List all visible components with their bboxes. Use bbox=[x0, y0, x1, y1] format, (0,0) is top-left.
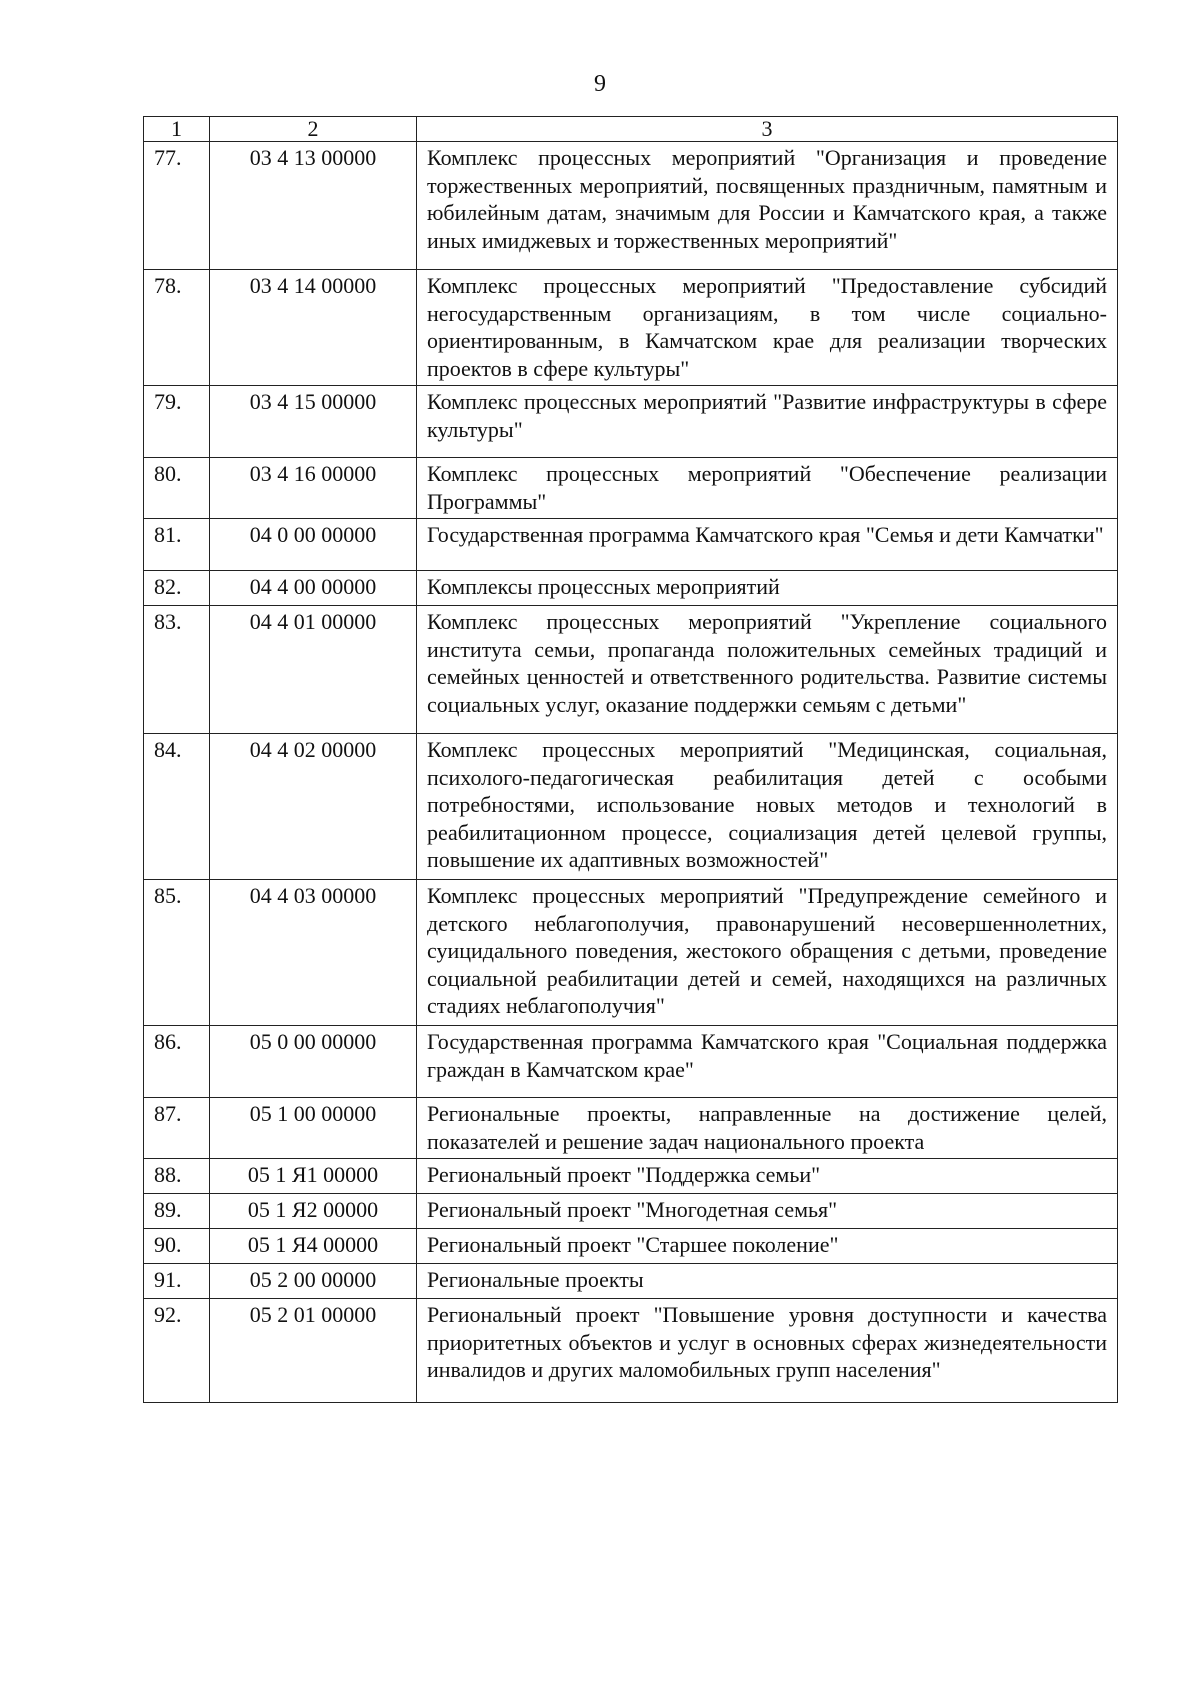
row-text: Комплексы процессных мероприятий bbox=[417, 571, 1118, 606]
row-code: 05 1 Я4 00000 bbox=[210, 1229, 417, 1264]
row-text: Комплекс процессных мероприятий "Организация и проведение торжественных мероприятий, посвященных праздничным, памятным и юбилейным датам, значимым для России и Камчатского края, а также иных имиджевых и торжественных мероприятий" bbox=[417, 142, 1118, 270]
row-text: Комплекс процессных мероприятий "Предупреждение семейного и детского неблагополучия, правонарушений несовершеннолетних, суицидального поведения, жестокого обращения с детьми, проведение социальной реабилитации детей и семей, находящихся на различных стадиях неблагополучия" bbox=[417, 880, 1118, 1026]
header-cell-2: 2 bbox=[210, 117, 417, 142]
row-code: 03 4 16 00000 bbox=[210, 458, 417, 519]
row-number: 82. bbox=[144, 571, 210, 606]
table-row bbox=[144, 386, 1118, 458]
row-text: Региональные проекты, направленные на достижение целей, показателей и решение задач национального проекта bbox=[417, 1098, 1118, 1159]
row-code: 04 4 02 00000 bbox=[210, 734, 417, 880]
row-code: 03 4 15 00000 bbox=[210, 386, 417, 458]
row-number: 86. bbox=[144, 1026, 210, 1098]
table-row bbox=[144, 519, 1118, 571]
table-row bbox=[144, 1159, 1118, 1194]
row-text: Комплекс процессных мероприятий "Обеспечение реализации Программы" bbox=[417, 458, 1118, 519]
row-text: Региональный проект "Старшее поколение" bbox=[417, 1229, 1118, 1264]
table-row bbox=[144, 734, 1118, 880]
row-text: Комплекс процессных мероприятий "Медицинская, социальная, психолого-педагогическая реабилитация детей с особыми потребностями, использование новых методов и технологий в реабилитационном процессе, социализация детей целевой группы, повышение их адаптивных возможностей" bbox=[417, 734, 1118, 880]
row-text: Государственная программа Камчатского края "Социальная поддержка граждан в Камчатском крае" bbox=[417, 1026, 1118, 1098]
table-row bbox=[144, 1098, 1118, 1159]
row-code: 05 0 00 00000 bbox=[210, 1026, 417, 1098]
row-text: Государственная программа Камчатского края "Семья и дети Камчатки" bbox=[417, 519, 1118, 571]
table-row bbox=[144, 606, 1118, 734]
codes-table bbox=[143, 116, 1118, 1403]
row-number: 81. bbox=[144, 519, 210, 571]
table-row bbox=[144, 1299, 1118, 1403]
table-row bbox=[144, 571, 1118, 606]
row-number: 91. bbox=[144, 1264, 210, 1299]
row-code: 04 0 00 00000 bbox=[210, 519, 417, 571]
table-row bbox=[144, 1026, 1118, 1098]
table-row bbox=[144, 142, 1118, 270]
table-row bbox=[144, 1194, 1118, 1229]
row-number: 90. bbox=[144, 1229, 210, 1264]
row-number: 83. bbox=[144, 606, 210, 734]
row-code: 05 1 00 00000 bbox=[210, 1098, 417, 1159]
page-number: 9 bbox=[594, 71, 606, 97]
table-row bbox=[144, 880, 1118, 1026]
row-number: 92. bbox=[144, 1299, 210, 1403]
table-row bbox=[144, 458, 1118, 519]
row-number: 87. bbox=[144, 1098, 210, 1159]
header-cell-3: 3 bbox=[417, 117, 1118, 142]
row-code: 04 4 01 00000 bbox=[210, 606, 417, 734]
row-code: 05 2 01 00000 bbox=[210, 1299, 417, 1403]
row-code: 05 2 00 00000 bbox=[210, 1264, 417, 1299]
table-header-row bbox=[144, 117, 1118, 142]
row-code: 04 4 00 00000 bbox=[210, 571, 417, 606]
row-text: Региональный проект "Поддержка семьи" bbox=[417, 1159, 1118, 1194]
row-code: 05 1 Я2 00000 bbox=[210, 1194, 417, 1229]
row-number: 88. bbox=[144, 1159, 210, 1194]
header-cell-1: 1 bbox=[144, 117, 210, 142]
row-number: 77. bbox=[144, 142, 210, 270]
table-row bbox=[144, 1229, 1118, 1264]
table-row bbox=[144, 270, 1118, 386]
row-text: Региональные проекты bbox=[417, 1264, 1118, 1299]
row-number: 79. bbox=[144, 386, 210, 458]
row-number: 84. bbox=[144, 734, 210, 880]
row-code: 05 1 Я1 00000 bbox=[210, 1159, 417, 1194]
row-number: 78. bbox=[144, 270, 210, 386]
row-number: 85. bbox=[144, 880, 210, 1026]
table-row bbox=[144, 1264, 1118, 1299]
row-code: 04 4 03 00000 bbox=[210, 880, 417, 1026]
row-text: Региональный проект "Многодетная семья" bbox=[417, 1194, 1118, 1229]
row-text: Комплекс процессных мероприятий "Предоставление субсидий негосударственным организациям, в том числе социально-ориентированным, в Камчатском крае для реализации творческих проектов в сфере культуры" bbox=[417, 270, 1118, 386]
row-number: 80. bbox=[144, 458, 210, 519]
row-code: 03 4 14 00000 bbox=[210, 270, 417, 386]
row-text: Комплекс процессных мероприятий "Укрепление социального института семьи, пропаганда положительных семейных традиций и семейных ценностей и ответственного родительства. Развитие системы социальных услуг, оказание поддержки семьям с детьми" bbox=[417, 606, 1118, 734]
row-text: Комплекс процессных мероприятий "Развитие инфраструктуры в сфере культуры" bbox=[417, 386, 1118, 458]
row-text: Региональный проект "Повышение уровня доступности и качества приоритетных объектов и услуг в основных сферах жизнедеятельности инвалидов и других маломобильных групп населения" bbox=[417, 1299, 1118, 1403]
row-code: 03 4 13 00000 bbox=[210, 142, 417, 270]
row-number: 89. bbox=[144, 1194, 210, 1229]
